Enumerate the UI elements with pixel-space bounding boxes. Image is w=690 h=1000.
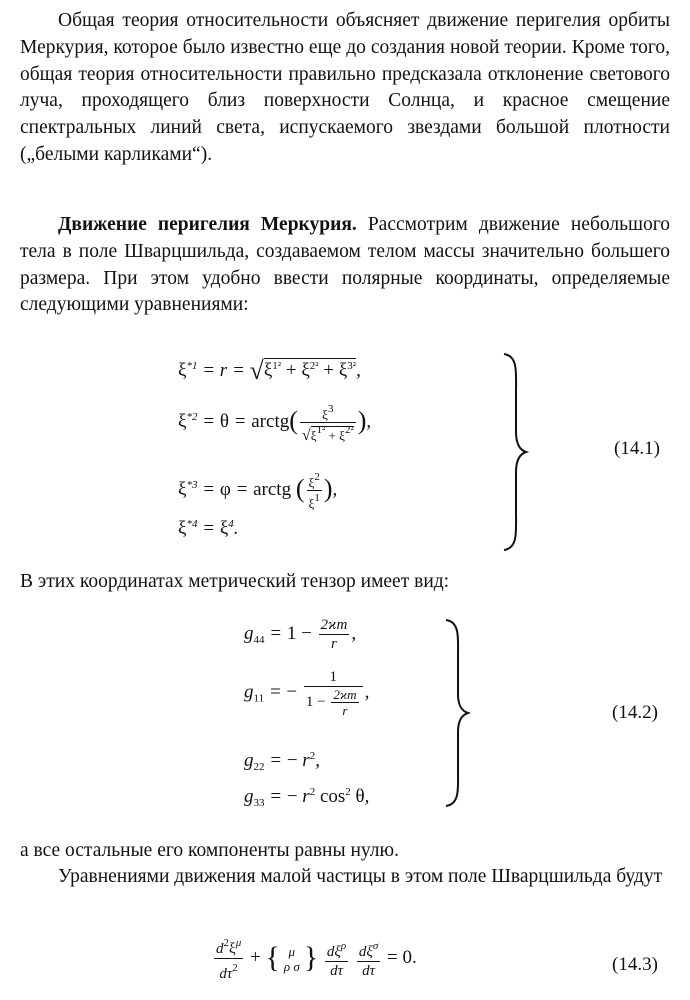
eq-14-3-line: $\frac{d^2\xi^\mu}{d\tau^2}$ + { μ ρ σ } $\frac{d\xi^\rho}{d\tau}$ $\frac{d\xi^\sigma}{d\tau}$ = 0.	[216, 937, 417, 982]
paragraph-perihelion	[20, 212, 670, 319]
eq-14-2-line-4: $g_{33}$ = − $r^2$ $\cos^2 \theta$,	[244, 786, 370, 809]
eq-14-2-line-3: $g_{22}$ = − $r^2$,	[244, 750, 320, 773]
section-heading: Движение перигелия Меркурия.	[58, 214, 357, 235]
eq-14-1-line-4: $\xi^{*4} = \xi^4$.	[178, 518, 239, 539]
eq-14-1-line-3: $\xi^{*3} = \varphi$ = arctg ( $\frac{\xi^2}{\xi^1}$ ),	[178, 471, 338, 511]
equation-number-14-2: (14.2)	[612, 702, 658, 723]
paragraph-perihelion-body: Рассмотрим движение небольшого тела в поле Шварцшильда, создаваемом телом массы значительно большего размера. При этом удобно ввести полярные координаты, определяемые следующими уравнениями:	[20, 214, 671, 316]
right-brace	[500, 352, 530, 552]
equation-number-14-3: (14.3)	[612, 954, 658, 975]
eq-14-1-line-1: $\xi^{*1} = r = √\xi^{1^2} + \xi^{2^2} + \xi^{3^2}$,	[178, 356, 361, 385]
paragraph-metric-intro: В этих координатах метрический тензор имеет вид:	[20, 571, 450, 592]
right-brace	[442, 618, 472, 808]
eq-14-2-line-2: $g_{11}$ = − 1 1 − $\frac{2ϰm}{r}$ ,	[244, 669, 370, 718]
eq-14-1-line-2: $\xi^{*2} = \theta$ = arctg( $\frac{\xi^3}{√\xi^{1^2} + \xi^{2^2}}$ ),	[178, 403, 372, 444]
paragraph-motion: Уравнениями движения малой частицы в этом поле Шварцшильда будут	[58, 866, 663, 887]
paragraph-intro: Общая теория относительности объясняет движение перигелия орбиты Меркурия, которое было известно еще до создания новой теории. Кроме того, общая теория относительности правильно предсказала отклонение светового луча, проходящего близ поверхности Солнца, и красное смещение спектральных линий света, испускаемого звездами большой плотности („белыми карликами“).	[20, 10, 670, 165]
paragraph-other-components: а все остальные его компоненты равны нулю.	[20, 840, 399, 861]
eq-14-2-line-1: $g_{44} = 1$ − $\frac{2ϰm}{r}$ ,	[244, 617, 357, 652]
equation-number-14-1: (14.1)	[614, 438, 660, 459]
